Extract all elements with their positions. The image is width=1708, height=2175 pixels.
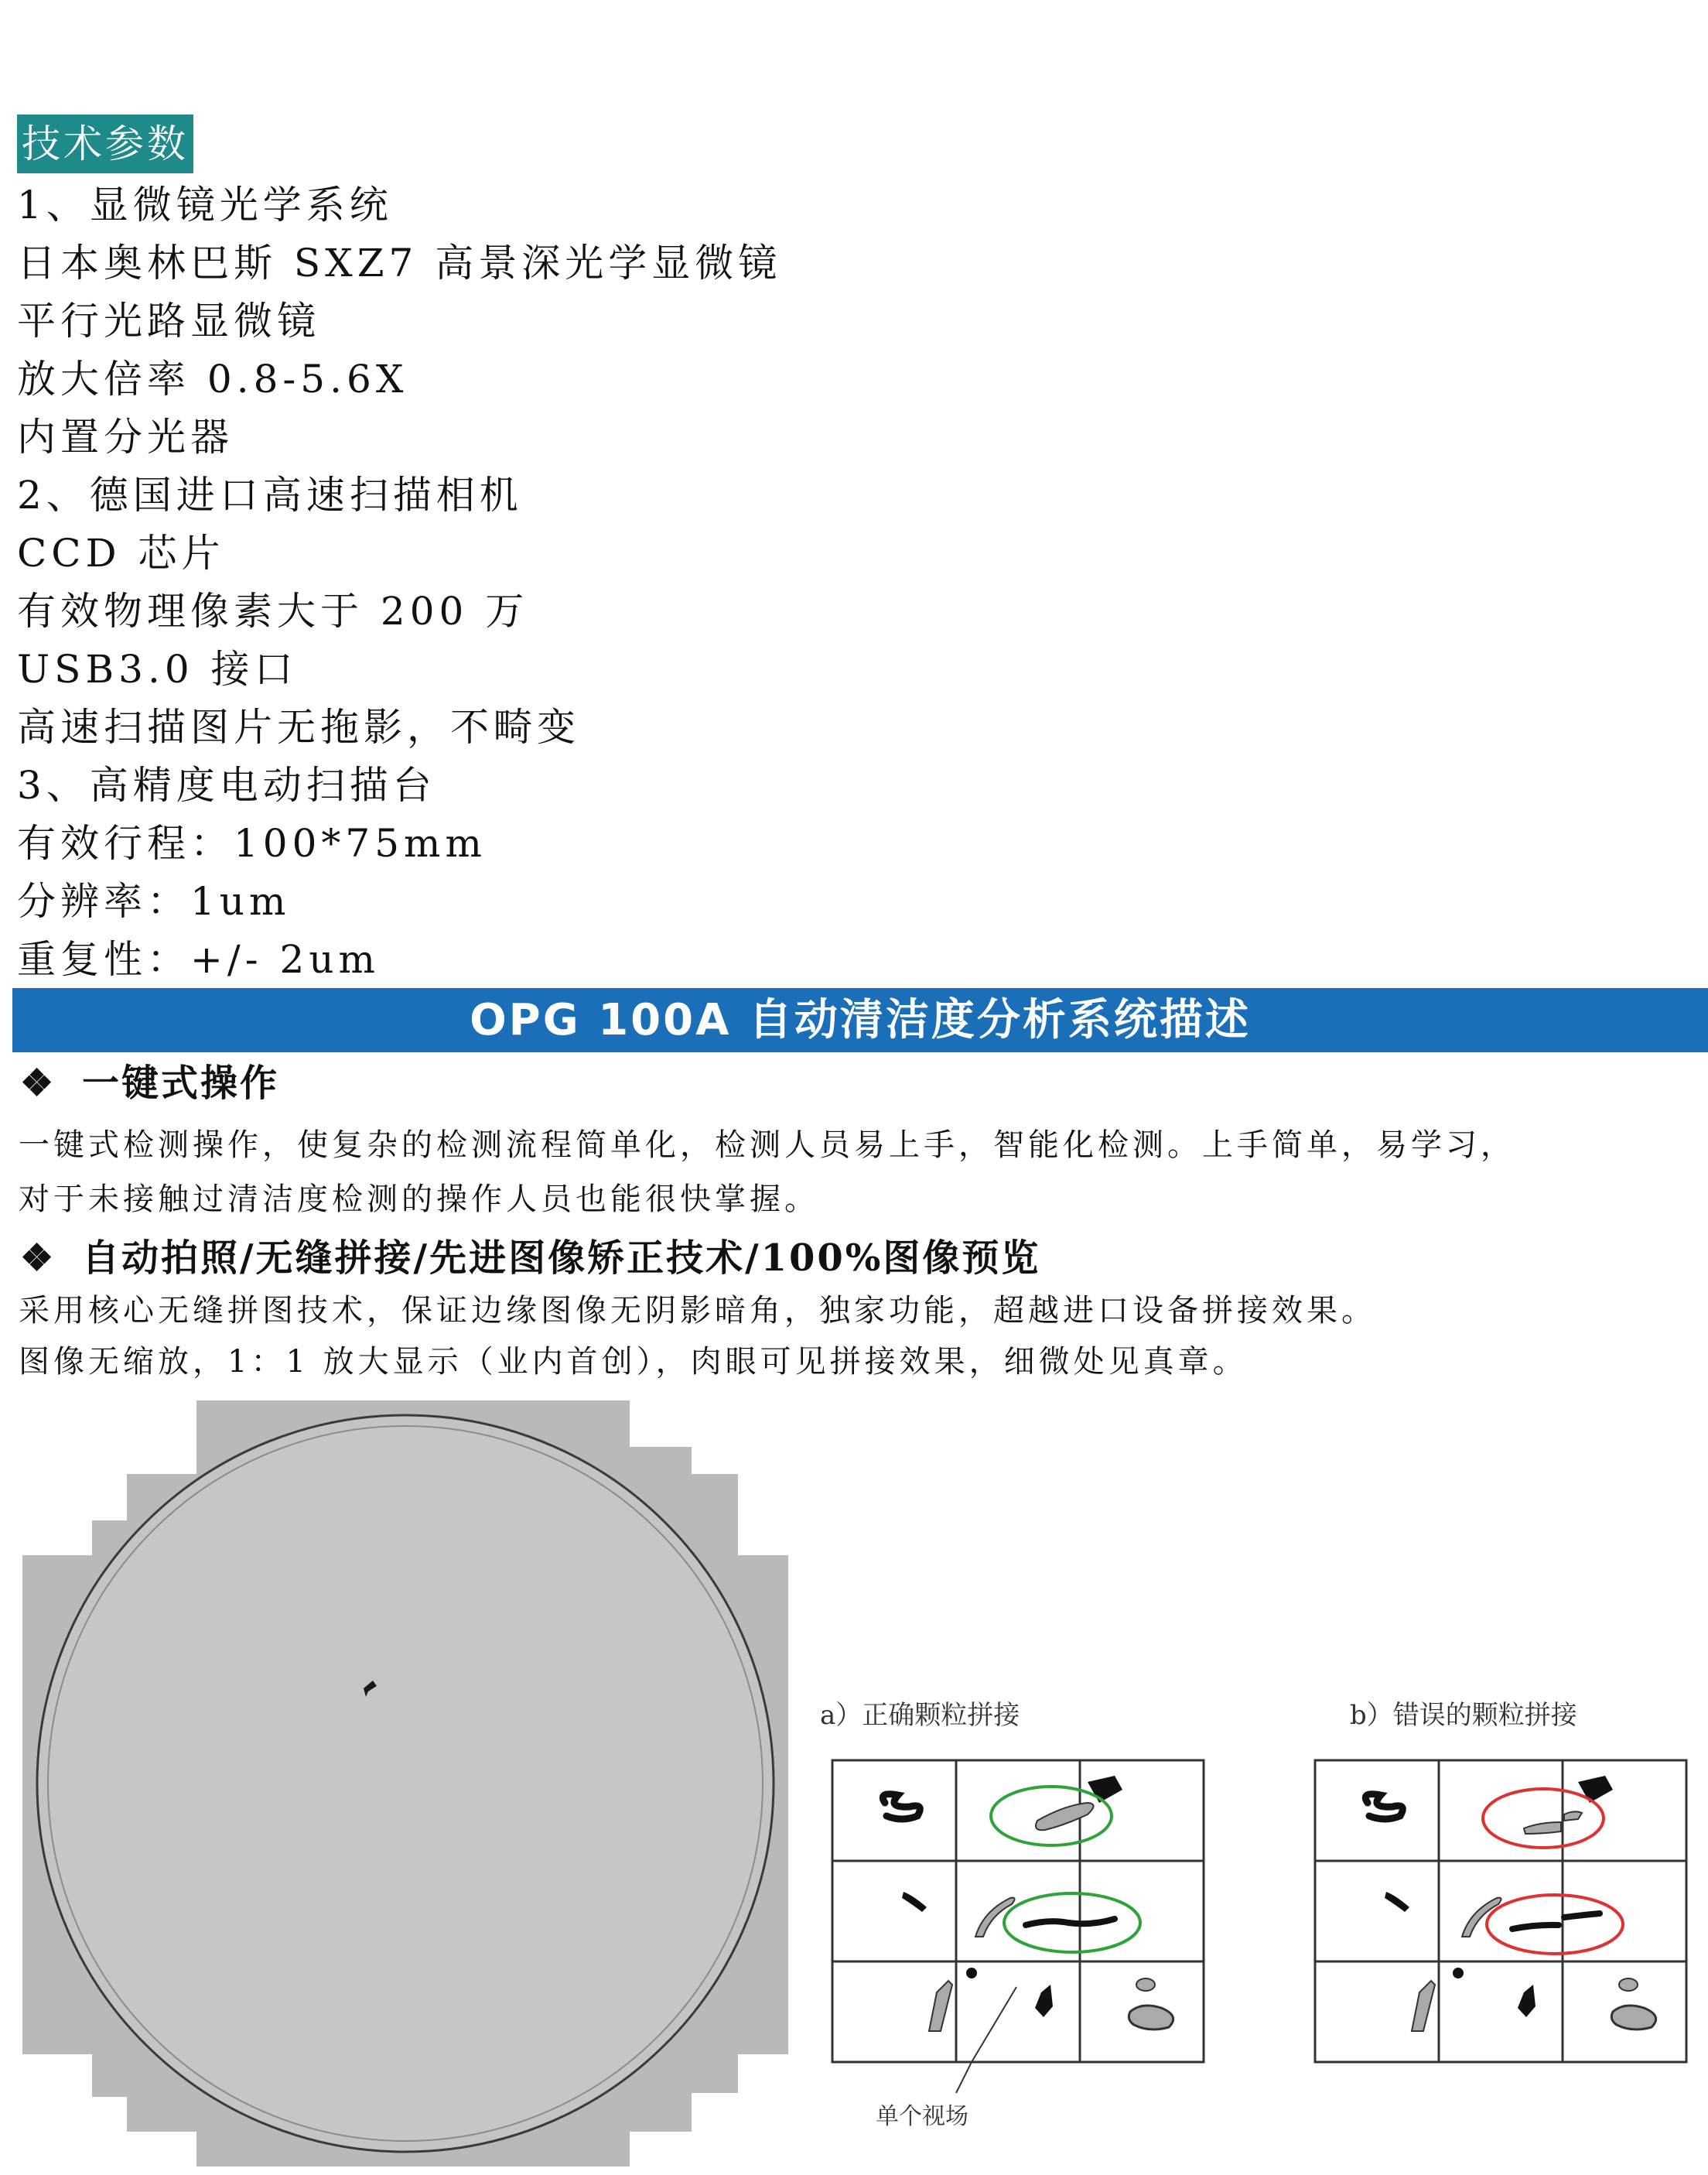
spec-line: CCD 芯片: [17, 531, 225, 576]
feature-text: 采用核心无缝拼图技术，保证边缘图像无阴影暗角，独家功能，超越进口设备拼接效果。: [19, 1293, 1376, 1329]
spec-line: 平行光路显微镜: [17, 299, 320, 344]
diamond-bullet-icon: ❖: [20, 1062, 56, 1105]
caption-correct-stitching: a）正确颗粒拼接: [820, 1700, 1020, 1731]
spec-line: 有效物理像素大于 200 万: [17, 589, 529, 634]
spec-line: 1、显微镜光学系统: [17, 183, 393, 227]
caption-wrong-stitching: b）错误的颗粒拼接: [1350, 1700, 1577, 1731]
spec-line: 分辨率：1um: [17, 879, 291, 924]
spec-line: 日本奥林巴斯 SXZ7 高景深光学显微镜: [17, 241, 782, 286]
feature-title: 自动拍照/无缝拼接/先进图像矫正技术/100%图像预览: [82, 1236, 1041, 1280]
section-tag-tech-params: 技术参数: [17, 115, 193, 173]
feature-title: 一键式操作: [82, 1062, 280, 1105]
section-banner: OPG 100A 自动清洁度分析系统描述: [12, 988, 1708, 1052]
spec-line: 高速扫描图片无拖影，不畸变: [17, 705, 580, 750]
spec-line: 有效行程：100*75mm: [17, 821, 487, 866]
stitching-comparison-diagram: [804, 1687, 1694, 2166]
feature-heading: [20, 1060, 279, 1106]
stitched-wafer-scan-image: [19, 1397, 792, 2170]
spec-line: 内置分光器: [17, 415, 234, 460]
grid-wrong: [1315, 1760, 1686, 2062]
feature-text: 对于未接触过清洁度检测的操作人员也能很快掌握。: [19, 1182, 819, 1217]
grid-correct: [832, 1760, 1204, 2093]
spec-line: 3、高精度电动扫描台: [17, 763, 436, 808]
spec-line: USB3.0 接口: [17, 647, 298, 692]
caption-single-field: 单个视场: [876, 2103, 968, 2130]
feature-text: 图像无缩放，1：1 放大显示（业内首创），肉眼可见拼接效果，细微处见真章。: [19, 1344, 1248, 1380]
feature-text: 一键式检测操作，使复杂的检测流程简单化，检测人员易上手，智能化检测。上手简单，易学习，: [19, 1127, 1515, 1163]
spec-line: 放大倍率 0.8-5.6X: [17, 357, 408, 402]
spec-line: 2、德国进口高速扫描相机: [17, 473, 523, 518]
spec-line: 重复性：+/- 2um: [17, 937, 380, 982]
diamond-bullet-icon: ❖: [20, 1236, 56, 1280]
feature-heading: [20, 1235, 1040, 1281]
